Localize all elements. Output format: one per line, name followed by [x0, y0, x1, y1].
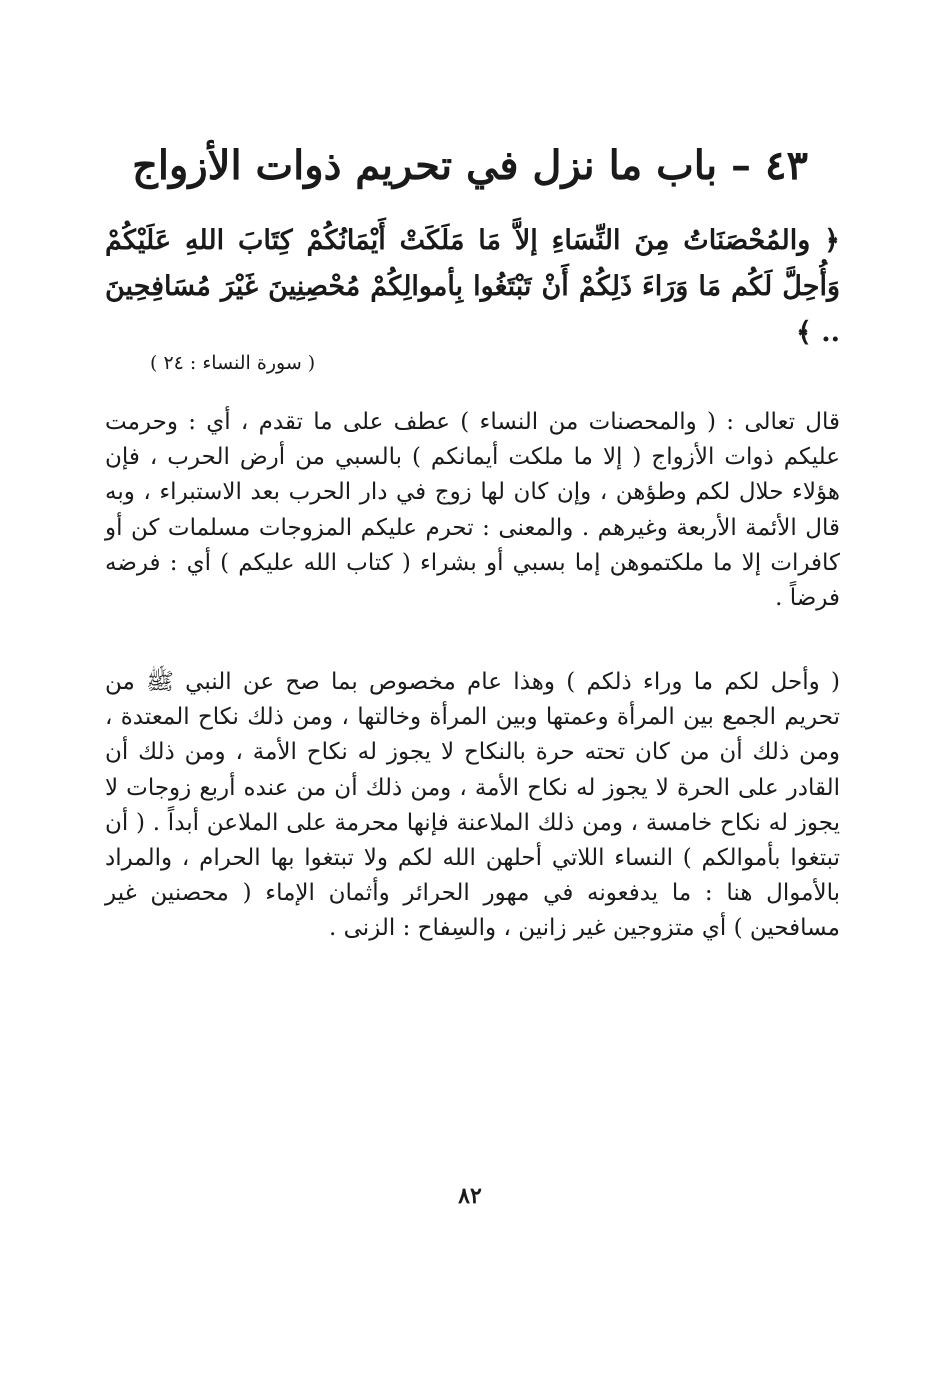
quran-verse: ﴿ والمُحْصَنَاتُ مِنَ النِّسَاءِ إلاَّ مَا مَلَكَتْ أَيْمَانُكُمْ كِتَابَ اللهِ عَلَيْكُمْ وَأُحِلَّ لَكُم مَا وَرَاءَ ذَلِكُمْ أَنْ تَبْتَغُوا بِأموالِكُمْ مُحْصِنِينَ غَيْرَ مُسَافِحِينَ .. ﴾: [105, 225, 840, 348]
commentary-paragraph-1: قال تعالى : ( والمحصنات من النساء ) عطف على ما تقدم ، أي : وحرمت عليكم ذوات الأزواج ( إلا ما ملكت أيمانكم ) بالسبي من أرض الحرب ، فإن هؤلاء حلال لكم وطؤهن ، وإن كان لها زوج في دار الحرب بعد الاستبراء ، وبه قال الأئمة الأربعة وغيرهم . والمعنى : تحرم عليكم المزوجات مسلمات كن أو كافرات إلا ما ملكتموهن إما بسبي أو بشراء ( كتاب الله عليكم ) أي : فرضه فرضاً .: [105, 409, 840, 612]
commentary-paragraph-2: ( وأحل لكم ما وراء ذلكم ) وهذا عام مخصوص بما صح عن النبي ﷺ من تحريم الجمع بين المرأة وعمتها وبين المرأة وخالتها ، ومن ذلك نكاح المعتدة ، ومن ذلك أن من كان تحته حرة بالنكاح لا يجوز له نكاح الأمة ، ومن ذلك أن القادر على الحرة لا يجوز له نكاح الأمة ، ومن ذلك أن من عنده أربع زوجات لا يجوز له نكاح خامسة ، ومن ذلك الملاعنة فإنها محرمة على الملاعن أبداً . ( أن تبتغوا بأموالكم ) النساء اللاتي أحلهن الله لكم ولا تبتغوا بها الحرام ، والمراد بالأموال هنا : ما يدفعونه في مهور الحرائر وأثمان الإماء ( محصنين غير مسافحين ) أي متزوجين غير زانين ، والسِفاح : الزنى .: [105, 669, 840, 942]
page-number: ٨٢: [458, 1183, 482, 1209]
verse-citation: ( سورة النساء : ٢٤ ): [150, 352, 316, 374]
chapter-title: ٤٣ – باب ما نزل في تحريم ذوات الأزواج: [132, 142, 808, 189]
